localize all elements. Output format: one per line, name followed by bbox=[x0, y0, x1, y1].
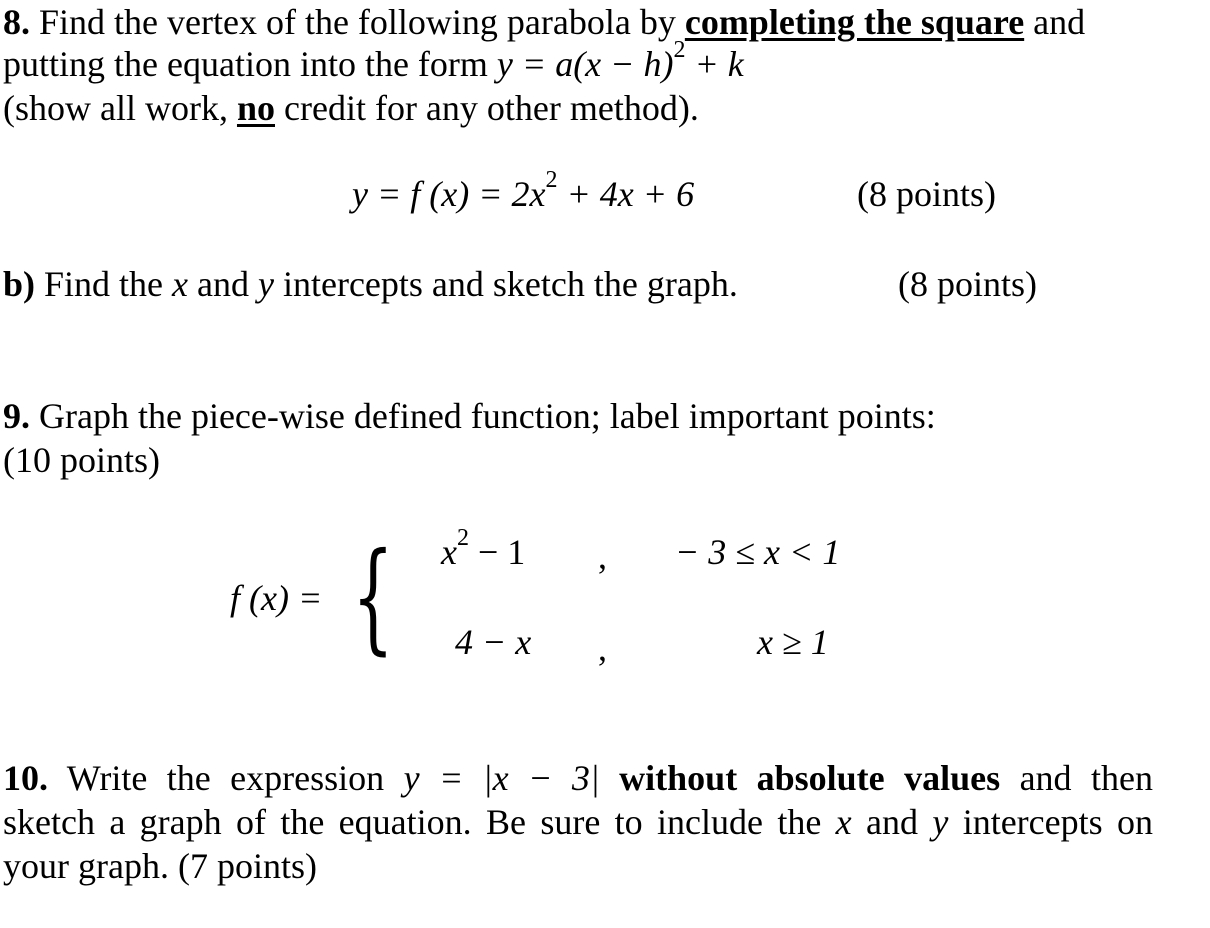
q8-number: 8. bbox=[3, 2, 30, 42]
q8-line3-a: (show all work, bbox=[3, 88, 237, 128]
q9-brace: { bbox=[352, 528, 394, 667]
q10-line2-y: y bbox=[932, 802, 949, 842]
q10-text-1: Write the expression bbox=[48, 758, 404, 798]
q8-part-b-y: y bbox=[258, 264, 274, 304]
q8-line3 bbox=[3, 86, 699, 130]
q10-line2 bbox=[3, 800, 1153, 844]
q9-points: (10 points) bbox=[3, 440, 160, 480]
q8-intro-end: and bbox=[1024, 2, 1086, 42]
q9-case1-comma: , bbox=[598, 536, 607, 576]
q8-line1 bbox=[3, 0, 1085, 44]
q9-line1 bbox=[3, 394, 936, 438]
q8-vertex-form: y = a(x − h) bbox=[496, 44, 674, 84]
q8-line3-b: credit for any other method). bbox=[275, 88, 699, 128]
q9-case2-comma: , bbox=[598, 628, 607, 668]
q8-no: no bbox=[236, 88, 275, 128]
q8-part-b bbox=[3, 262, 738, 306]
q8-line2 bbox=[3, 37, 744, 86]
q8-equation-main: y = f (x) = 2x bbox=[352, 174, 546, 214]
q9-text: Graph the piece-wise defined function; label important points: bbox=[30, 396, 936, 436]
q9-case1-condition: − 3 ≤ x < 1 bbox=[675, 532, 841, 572]
q8-part-b-text-1: Find the bbox=[35, 264, 173, 304]
q9-case1-x: x bbox=[441, 532, 457, 572]
q8-points-a: (8 points) bbox=[857, 174, 996, 214]
q9-case1-exponent: 2 bbox=[456, 525, 469, 551]
q10-line2-b: intercepts on bbox=[948, 802, 1153, 842]
q8-part-b-label: b) bbox=[3, 264, 36, 304]
q9-number: 9. bbox=[3, 396, 30, 436]
q8-line2-text: putting the equation into the form bbox=[3, 44, 497, 84]
q8-part-b-text-2: and bbox=[188, 264, 258, 304]
q10-number: 10. bbox=[3, 758, 48, 798]
q9-case2-condition: x ≥ 1 bbox=[757, 622, 829, 662]
q8-equation-end: + 4x + 6 bbox=[557, 174, 695, 214]
q8-intro: Find the vertex of the following parabola by bbox=[30, 2, 685, 42]
q10-line3: your graph. (7 points) bbox=[3, 846, 317, 886]
q9-case2-expression: 4 − x bbox=[455, 622, 532, 662]
q10-text-2: and then bbox=[1000, 758, 1153, 798]
q10-line2-mid: and bbox=[851, 802, 933, 842]
q9-case1-rest: − 1 bbox=[468, 532, 526, 572]
q10-line1 bbox=[3, 756, 1153, 800]
q10-line2-a: sketch a graph of the equation. Be sure to include the bbox=[3, 802, 836, 842]
q10-expression: y = |x − 3| bbox=[403, 758, 600, 798]
q8-points-b: (8 points) bbox=[898, 264, 1037, 304]
q8-emphasis: completing the square bbox=[684, 2, 1025, 42]
q9-case1-expression bbox=[441, 525, 526, 574]
q10-bold: without absolute values bbox=[599, 758, 1001, 798]
q8-part-b-text-3: intercepts and sketch the graph. bbox=[273, 264, 738, 304]
q8-vertex-form-end: + k bbox=[685, 44, 744, 84]
q8-vertex-form-exponent: 2 bbox=[673, 37, 686, 63]
q8-equation-exponent: 2 bbox=[545, 167, 558, 193]
q9-lhs: f (x) = bbox=[230, 578, 323, 618]
q10-line2-x: x bbox=[835, 802, 852, 842]
q8-equation bbox=[352, 167, 695, 216]
q8-part-b-x: x bbox=[172, 264, 189, 304]
